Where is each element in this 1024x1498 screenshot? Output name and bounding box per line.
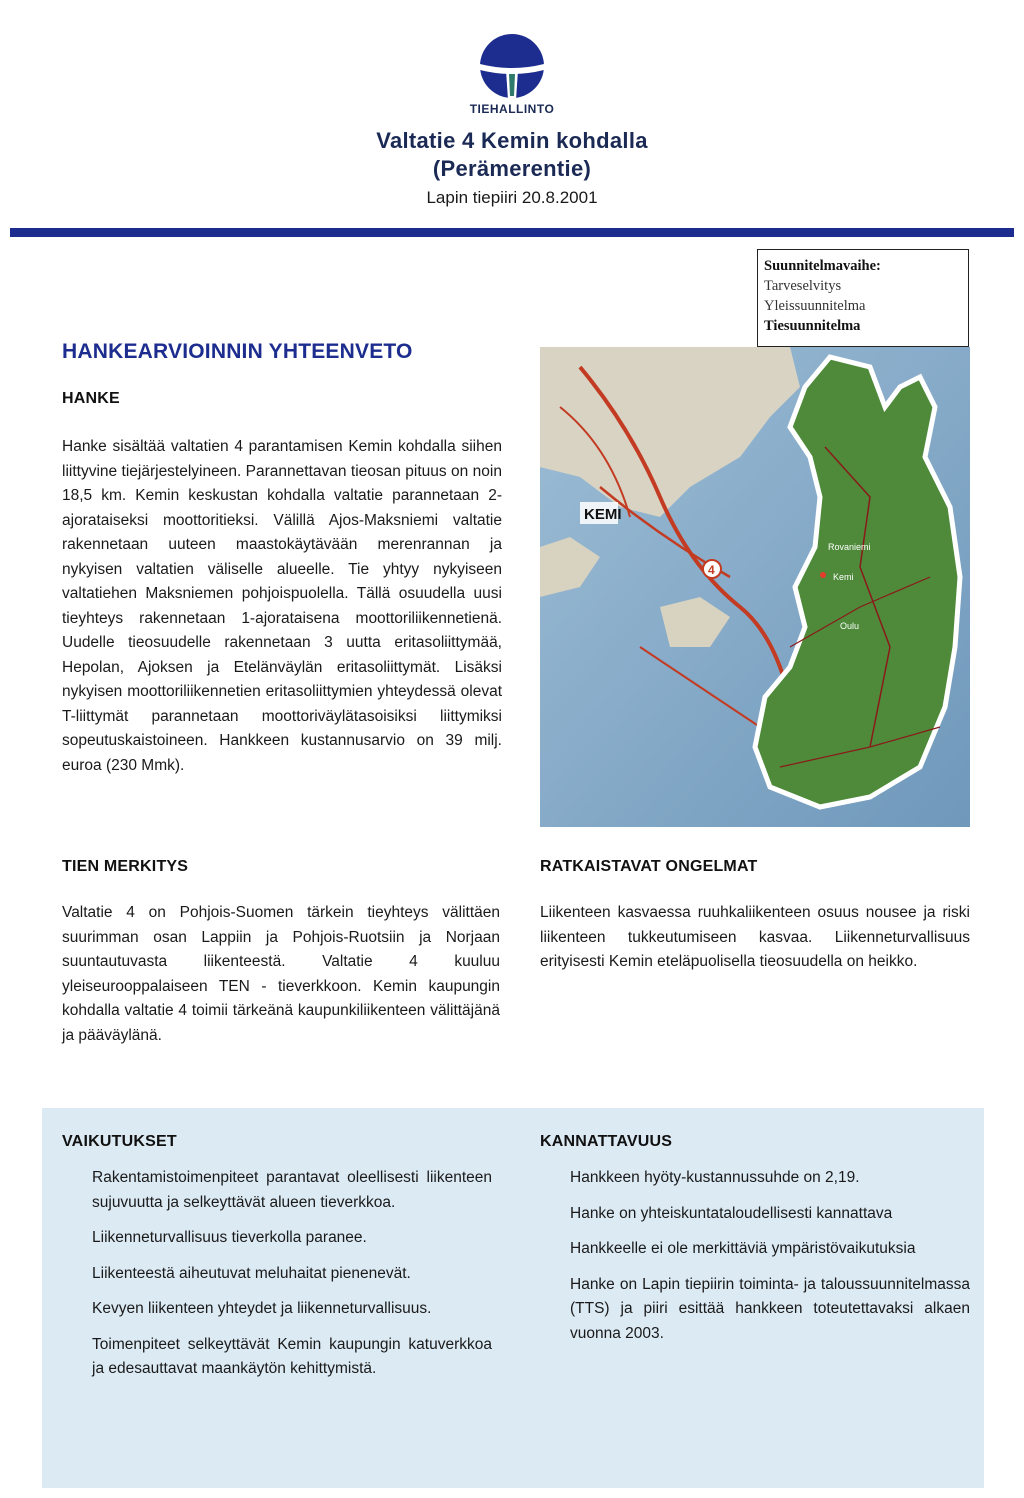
inset-city-label: Rovaniemi — [828, 542, 871, 552]
vaikutukset-heading: VAIKUTUKSET — [62, 1133, 177, 1150]
kannattavuus-list — [570, 1166, 970, 1357]
hanke-text: Hanke sisältää valtatien 4 parantamisen Kemin kohdalla siihen liittyvine tiejärjestelyineen. Parannettavan tieosan pituus on noin 18,5 km. Kemin keskustan kohdalla valtatie parannetaan 2-ajorataiseksi moottoritieksi. Välillä Ajos-Maksniemi valtatie rakennetaan uuteen maastokäytävään merenrannan ja nykyisen valtatien väliselle alueelle. Tie yhtyy nykyiseen valtatiehen Maksniemen pohjoispuolella. Tällä osuudella uusi tieyhteys rakennetaan 1-ajorataisena moottoriliikennetienä. Uudelle tieosuudelle rakennetaan 3 uutta eritasoliittymää, Hepolan, Ajoksen ja Etelänväylän eritasoliittymät. Lisäksi nykyisen moottoriliikennetien eritasoliittymien yhteydessä olevat T-liittymät parannetaan moottoriväylätasoisiksi liittymiksi sopeutuskaistoineen. Hankkeen kustannusarvio on 39 milj. euroa (230 Mmk). — [62, 438, 502, 774]
page-title-line1: Valtatie 4 Kemin kohdalla — [376, 128, 648, 153]
list-item: Liikenteestä aiheutuvat meluhaitat pienenevät. — [92, 1264, 411, 1282]
kannattavuus-heading: KANNATTAVUUS — [540, 1133, 673, 1150]
vaikutukset-list — [92, 1166, 492, 1393]
tiehallinto-logo-icon — [472, 30, 552, 110]
list-item: Rakentamistoimenpiteet parantavat oleellisesti liikenteen sujuvuutta ja selkeyttävät alueen tieverkkoa. — [92, 1169, 492, 1211]
map-label-kemi: KEMI — [584, 506, 622, 523]
ratkaistavat-heading: RATKAISTAVAT ONGELMAT — [540, 858, 758, 875]
phase-item: Tarveselvitys — [764, 278, 842, 294]
tien-merkitys-heading: TIEN MERKITYS — [62, 858, 189, 875]
list-item: Hankkeen hyöty-kustannussuhde on 2,19. — [570, 1169, 860, 1186]
list-item: Hanke on yhteiskuntataloudellisesti kannattava — [570, 1204, 893, 1222]
road-number-label: 4 — [708, 563, 715, 577]
page-title-line2: (Perämerentie) — [432, 156, 592, 181]
location-map — [540, 347, 970, 827]
hanke-heading: HANKE — [62, 390, 120, 407]
list-item: Toimenpiteet selkeyttävät Kemin kaupungin katuverkkoa ja edesauttavat maankäytön kehittymistä. — [92, 1335, 492, 1377]
list-item: Hanke on Lapin tiepiirin toiminta- ja taloussuunnitelmassa (TTS) ja piiri esittää hankkeen toteutettavaksi alkaen vuonna 2003. — [570, 1275, 970, 1342]
phase-current: Tiesuunnitelma — [764, 318, 861, 334]
tien-merkitys-text: Valtatie 4 on Pohjois-Suomen tärkein tieyhteys välittäen suurimman osan Lappiin ja Pohjois-Ruotsiin ja Norjaan suuntautuvasta liikenteestä. Valtatie 4 kuuluu yleiseurooppalaiseen TEN - tieverkkoon. Kemin kaupungin kohdalla valtatie 4 toimii tärkeänä kaupunkiliikenteen välittäjänä ja pääväylänä. — [62, 904, 500, 1044]
page-subtitle: Lapin tiepiiri 20.8.2001 — [426, 188, 598, 207]
list-item: Liikenneturvallisuus tieverkolla paranee. — [92, 1229, 367, 1246]
main-heading: HANKEARVIOINNIN YHTEENVETO — [62, 340, 413, 363]
phase-box — [757, 249, 969, 347]
inset-city-label: Kemi — [833, 572, 854, 582]
inset-kemi-marker — [820, 572, 826, 578]
header-divider — [10, 228, 1014, 237]
phase-label: Suunnitelmavaihe: — [764, 258, 881, 274]
logo-text: TIEHALLINTO — [469, 102, 555, 116]
list-item: Hankkeelle ei ole merkittäviä ympäristövaikutuksia — [570, 1240, 916, 1257]
inset-city-label: Oulu — [840, 621, 860, 631]
phase-item: Yleissuunnitelma — [764, 298, 866, 314]
ratkaistavat-text: Liikenteen kasvaessa ruuhkaliikenteen osuus nousee ja riski liikenteen tukkeutumiseen kasvaa. Liikenneturvallisuus erityisesti Kemin eteläpuolisella tieosuudella on heikko. — [540, 904, 970, 970]
list-item: Kevyen liikenteen yhteydet ja liikenneturvallisuus. — [92, 1300, 432, 1317]
